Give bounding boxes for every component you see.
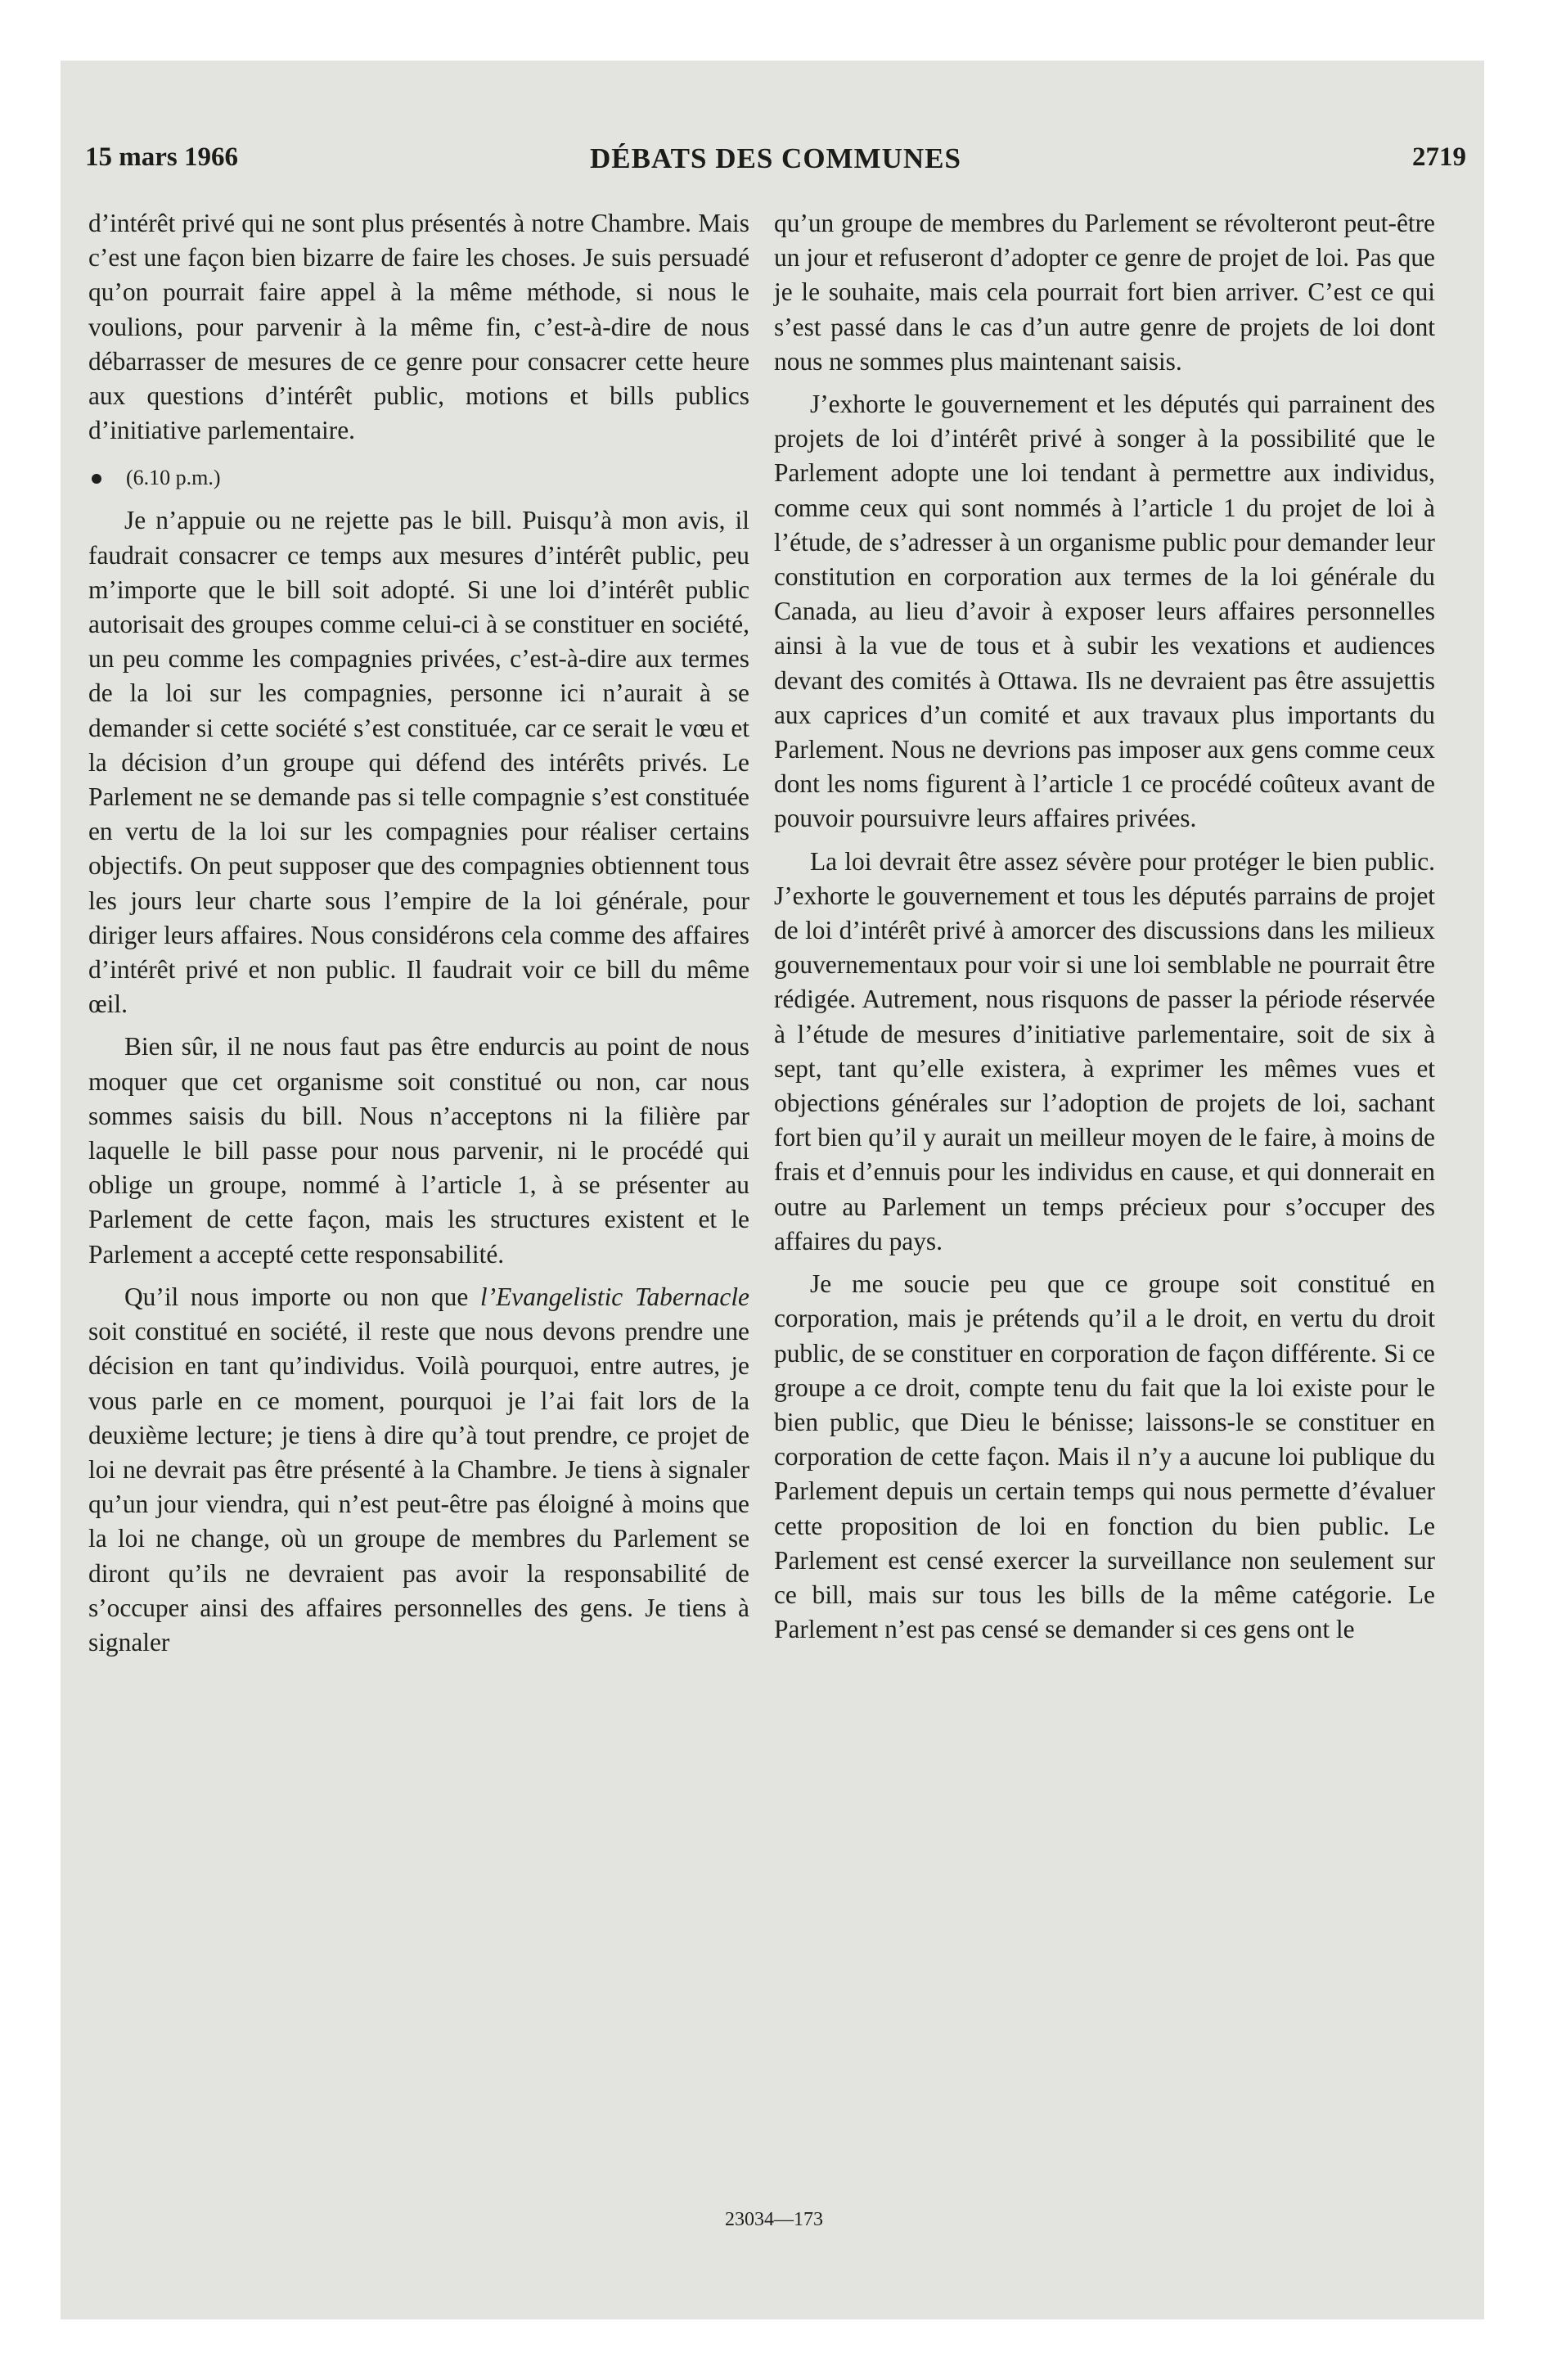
printer-code: 23034—173 [725,2209,823,2230]
left-paragraph-4-rest: soit constitué en société, il reste que nous devons prendre une décision en tant qu’individus. Voilà pourquoi, entre autres, je vous parle en ce moment, pourquoi je l’ai fait lors de la deuxième lecture; je tiens à dire qu’à tout prendre, ce projet de loi ne devrait pas être présenté à la Chambre. Je tiens à signaler qu’un jour viendra, qui n’est peut-être pas éloigné à moins que la loi ne change, où un groupe de membres du Parlement se diront qu’ils ne devraient pas avoir la responsabilité de s’occuper ainsi des affaires personnelles des gens. Je tiens à signaler [88,1317,749,1657]
right-column [774,206,1435,1655]
timestamp-marker [88,464,749,492]
left-column [88,206,749,1668]
left-paragraph-1: d’intérêt privé qui ne sont plus présentés à notre Chambre. Mais c’est une façon bien bizarre de faire les choses. Je suis persuadé qu’on pourrait faire appel à la même méthode, si nous le voulions, pour parvenir à la même fin, c’est-à-dire de nous débarrasser de mesures de ce genre pour consacrer cette heure aux questions d’intérêt public, motions et bills publics d’initiative parlementaire. [88,209,749,445]
timestamp-text: (6.10 p.m.) [126,466,221,490]
bullet-icon [92,474,101,484]
header-date: 15 mars 1966 [85,142,238,172]
right-paragraph-4: Je me soucie peu que ce groupe soit constitué en corporation, mais je prétends qu’il a le droit, en vertu du droit public, de se constituer en corporation de façon différente. Si ce groupe a ce droit, compte tenu du fait que la loi existe pour le bien public, que Dieu le bénisse; laissons-le se constituer en corporation de cette façon. Mais il n’y a aucune loi publique du Parlement depuis un certain temps qui nous permette d’évaluer cette proposition de loi en fonction du bien public. Le Parlement est censé exercer la surveillance non seulement sur ce bill, mais sur tous les bills de la même catégorie. Le Parlement n’est pas censé se demander si ces gens ont le [774,1269,1435,1644]
left-paragraph-3: Bien sûr, il ne nous faut pas être endurcis au point de nous moquer que cet organisme soit constitué ou non, car nous sommes saisis du bill. Nous n’acceptons ni la filière par laquelle le bill passe pour nous parvenir, ni le procédé qui oblige un groupe, nommé à l’article 1, à se présenter au Parlement de cette façon, mais les structures existent et le Parlement a accepté cette responsabilité. [88,1032,749,1269]
page-number: 2719 [1412,142,1466,172]
left-paragraph-2: Je n’appuie ou ne rejette pas le bill. Puisqu’à mon avis, il faudrait consacrer ce temps aux mesures d’intérêt public, peu m’importe que le bill soit adopté. Si une loi d’intérêt public autorisait des groupes comme celui-ci à se constituer en société, un peu comme les compagnies privées, c’est-à-dire aux termes de la loi sur les compagnies, personne ici n’aurait à se demander si cette société s’est constituée, car ce serait le vœu et la décision d’un groupe qui défend des intérêts privés. Le Parlement ne se demande pas si telle compagnie s’est constituée en vertu de la loi sur les compagnies pour réaliser certains objectifs. On peut supposer que des compagnies obtiennent tous les jours leur charte sous l’empire de la loi générale, pour diriger leurs affaires. Nous considérons cela comme des affaires d’intérêt privé et non public. Il faudrait voir ce bill du même œil. [88,506,749,1019]
right-paragraph-1: qu’un groupe de membres du Parlement se révolteront peut-être un jour et refuseront d’adopter ce genre de projet de loi. Pas que je le souhaite, mais cela pourrait fort bien arriver. C’est ce qui s’est passé dans le cas d’un autre genre de projets de loi dont nous ne sommes plus maintenant saisis. [774,209,1435,376]
left-paragraph-4 [88,1280,749,1660]
italic-name: l’Evangelistic Tabernacle [479,1282,749,1311]
right-paragraph-3: La loi devrait être assez sévère pour protéger le bien public. J’exhorte le gouvernement et tous les députés parrains de projet de loi d’intérêt privé à amorcer des discussions dans les milieux gouvernementaux pour voir si une loi semblable ne pourrait être rédigée. Autrement, nous risquons de passer la période réservée à l’étude de mesures d’initiative parlementaire, soit de six à sept, tant qu’elle existera, à exprimer les mêmes vues et objections générales sur l’adoption de projets de loi, sachant fort bien qu’il y aurait un meilleur moyen de le faire, à moins de frais et d’ennuis pour les individus en cause, et qui donnerait en outre au Parlement un temps précieux pour s’occuper des affaires du pays. [774,846,1435,1255]
header-title: DÉBATS DES COMMUNES [590,142,961,174]
left-paragraph-4-start: Qu’il nous importe ou non que [124,1282,480,1311]
right-paragraph-2: J’exhorte le gouvernement et les députés qui parrainent des projets de loi d’intérêt privé à songer à la possibilité que le Parlement adopte une loi tendant à permettre aux individus, comme ceux qui sont nommés à l’article 1 du projet de loi à l’étude, de s’adresser à un organisme public pour demander leur constitution en corporation aux termes de la loi générale du Canada, au lieu d’avoir à exposer leurs affaires personnelles ainsi à la vue de tous et à subir les vexations et audiences devant des comités à Ottawa. Ils ne devraient pas être assujettis aux caprices d’un comité et aux travaux plus importants du Parlement. Nous ne devrions pas imposer aux gens comme ceux dont les noms figurent à l’article 1 ce procédé coûteux avant de pouvoir poursuivre leurs affaires privées. [774,390,1435,833]
running-head [85,142,1466,187]
